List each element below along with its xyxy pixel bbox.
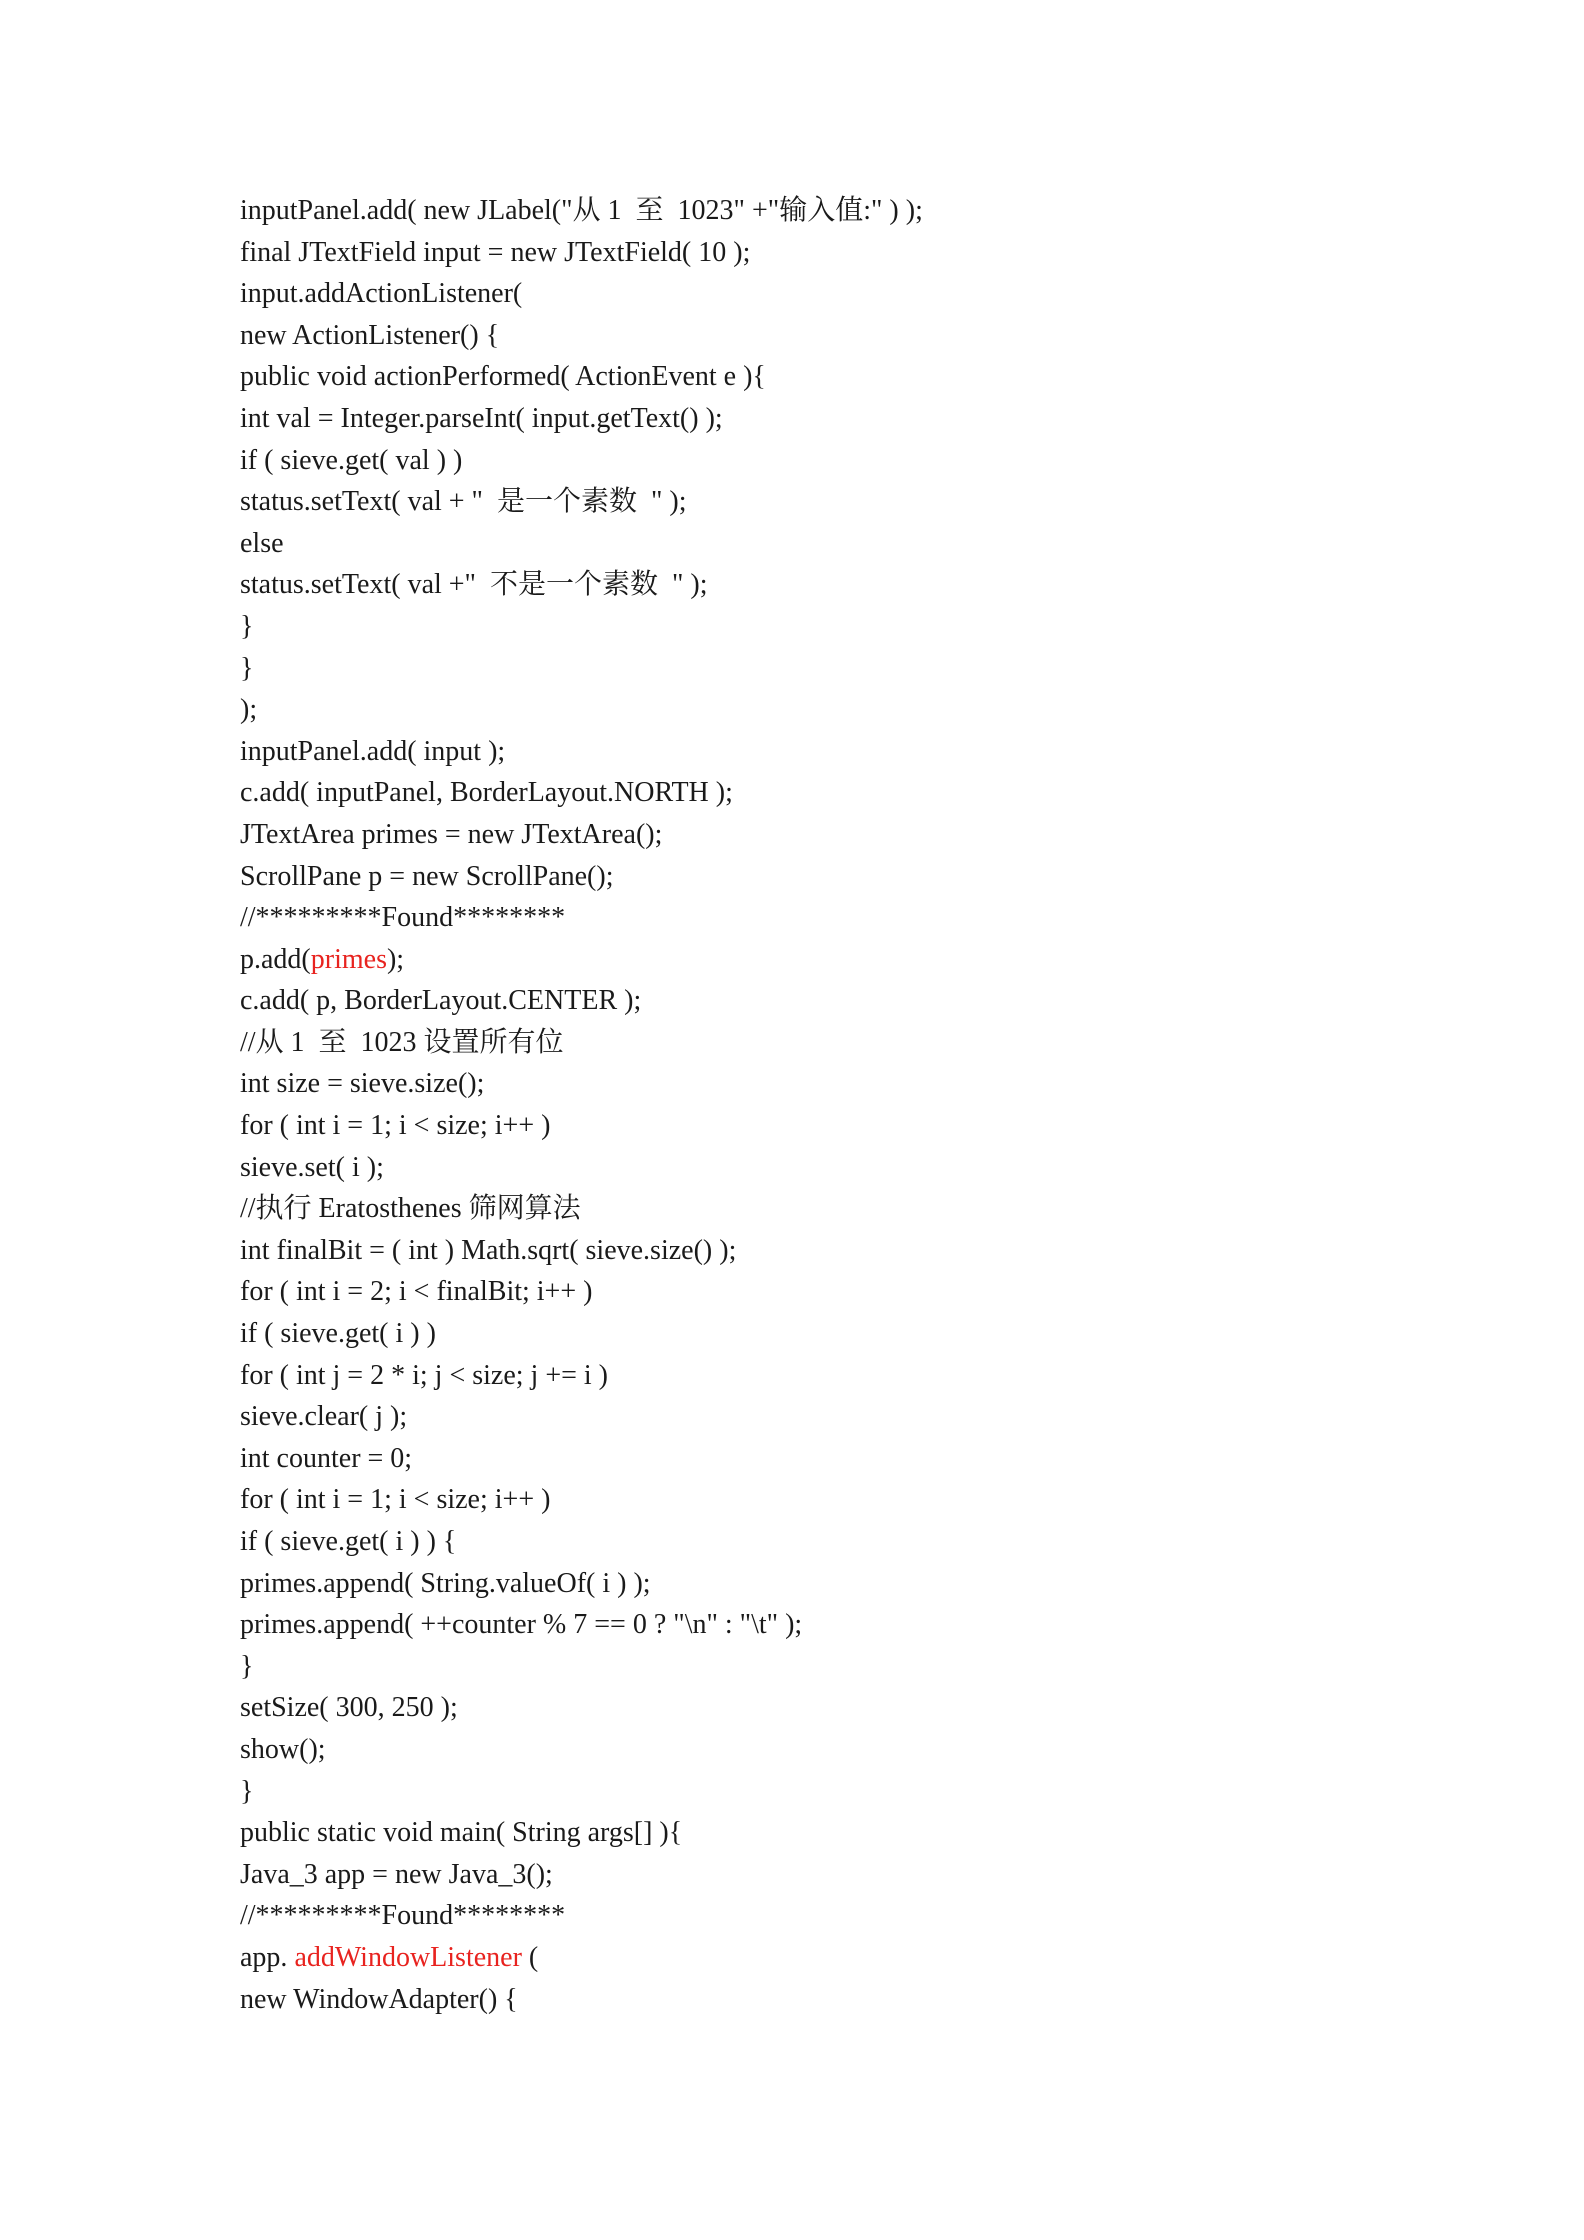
code-line: } — [240, 1775, 254, 1807]
code-line: else — [240, 527, 284, 559]
code-line: for ( int i = 1; i < size; i++ ) — [240, 1484, 551, 1516]
code-line: new WindowAdapter() { — [240, 1983, 518, 2015]
highlighted-answer: addWindowListener — [294, 1941, 522, 1973]
code-line: sieve.set( i ); — [240, 1151, 384, 1183]
code-line: int counter = 0; — [240, 1442, 413, 1474]
code-line: } — [240, 610, 254, 642]
code-line: for ( int j = 2 * i; j < size; j += i ) — [240, 1359, 609, 1391]
code-line: public static void main( String args[] ){ — [240, 1817, 683, 1849]
code-line: setSize( 300, 250 ); — [240, 1692, 458, 1724]
code-line: input.addActionListener( — [240, 278, 523, 310]
code-line: c.add( inputPanel, BorderLayout.NORTH ); — [240, 777, 733, 809]
code-line: final JTextField input = new JTextField( 10 ); — [240, 236, 751, 268]
code-line: status.setText( val + " 是一个素数 " ); — [240, 486, 687, 518]
code-line-highlighted — [240, 939, 1440, 981]
code-line: if ( sieve.get( i ) ) { — [240, 1526, 457, 1557]
code-text: app. — [240, 1941, 295, 1973]
code-line: ); — [240, 694, 258, 726]
code-comment: //执行 Eratosthenes 筛网算法 — [240, 1193, 581, 1225]
code-line: primes.append( ++counter % 7 == 0 ? "\n" : "\t" ); — [240, 1609, 803, 1641]
code-text: ( — [521, 1941, 539, 1973]
highlighted-answer: primes — [310, 943, 387, 975]
code-line: new ActionListener() { — [240, 319, 500, 351]
code-line: primes.append( String.valueOf( i ) ); — [240, 1567, 651, 1599]
code-line: } — [240, 1650, 254, 1682]
found-marker-comment: //*********Found******** — [240, 902, 566, 934]
code-line: if ( sieve.get( i ) ) — [240, 1318, 436, 1350]
code-line: c.add( p, BorderLayout.CENTER ); — [240, 985, 642, 1017]
code-line: for ( int i = 2; i < finalBit; i++ ) — [240, 1276, 593, 1308]
code-line: int finalBit = ( int ) Math.sqrt( sieve.size() ); — [240, 1234, 737, 1266]
code-line: show(); — [240, 1733, 326, 1765]
code-line: sieve.clear( j ); — [240, 1401, 408, 1433]
code-line: } — [240, 652, 254, 684]
code-listing — [240, 190, 1440, 2020]
code-text: p.add( — [240, 943, 311, 975]
code-line: for ( int i = 1; i < size; i++ ) — [240, 1110, 551, 1142]
code-line: ScrollPane p = new ScrollPane(); — [240, 860, 614, 892]
code-line: inputPanel.add( new JLabel("从 1 至 1023" +"输入值:" ) ); — [240, 195, 923, 226]
code-line: public void actionPerformed( ActionEvent e ){ — [240, 361, 766, 393]
code-line: Java_3 app = new Java_3(); — [240, 1858, 553, 1890]
code-line: status.setText( val +" 不是一个素数 " ); — [240, 569, 708, 601]
found-marker-comment: //*********Found******** — [240, 1900, 566, 1932]
code-line: int size = sieve.size(); — [240, 1068, 485, 1100]
code-line-highlighted — [240, 1937, 1440, 1979]
code-line: if ( sieve.get( val ) ) — [240, 444, 463, 476]
code-text: ); — [386, 943, 405, 975]
code-line: int val = Integer.parseInt( input.getText() ); — [240, 402, 723, 434]
code-line: inputPanel.add( input ); — [240, 735, 506, 767]
code-comment: //从 1 至 1023 设置所有位 — [240, 1026, 564, 1058]
code-line: JTextArea primes = new JTextArea(); — [240, 818, 663, 850]
